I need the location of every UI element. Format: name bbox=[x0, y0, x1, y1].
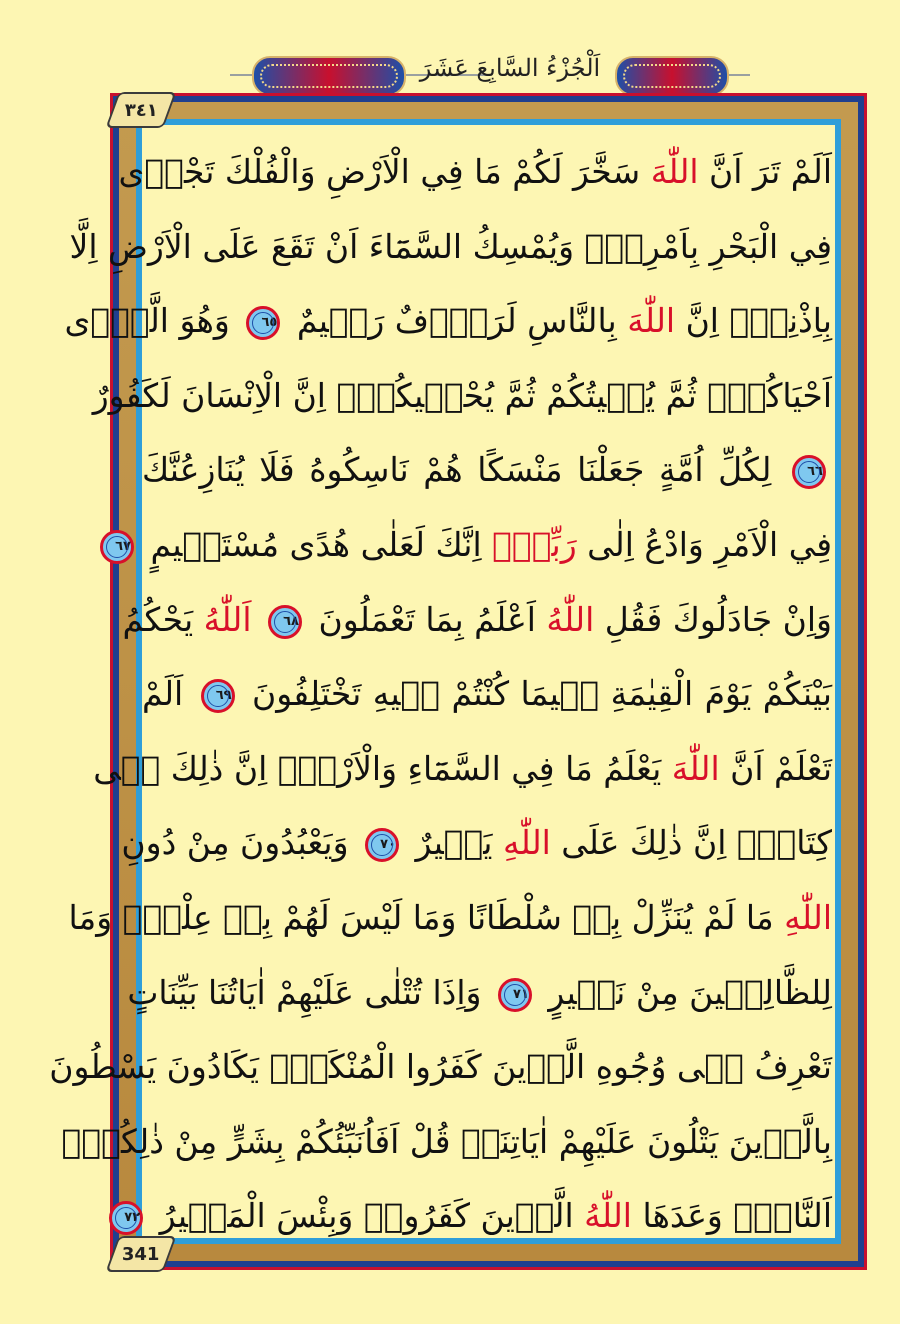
divine-name: رَبِّكَۜ bbox=[492, 524, 577, 564]
verse-line bbox=[124, 1179, 832, 1254]
verse-text: بِالنَّاسِ لَرَؤُ۫فٌ رَحٖيمٌ bbox=[286, 301, 628, 341]
verse-text: اَعْلَمُ بِمَا تَعْمَلُونَ bbox=[308, 599, 547, 639]
ayah-marker: ٦٦ bbox=[792, 455, 826, 489]
divine-name: اللّٰهُ bbox=[546, 599, 595, 639]
ayah-marker: ٦٩ bbox=[201, 679, 235, 713]
verse-text: لِكُلِّ اُمَّةٍ جَعَلْنَا مَنْسَكًا هُمْ نَاسِكُوهُ فَلَا يُنَازِعُنَّكَ bbox=[142, 450, 786, 490]
verse-text: فِي الْبَحْرِ بِاَمْرِهٖۜ وَيُمْسِكُ السَّمَٓاءَ اَنْ تَقَعَ عَلَى الْاَرْضِ اِلَّا bbox=[69, 226, 832, 266]
verse-text: وَهُوَ الَّذٖٓى bbox=[64, 301, 241, 341]
verse-line bbox=[115, 508, 832, 583]
verse-text bbox=[252, 600, 263, 639]
header-ornament-right bbox=[615, 56, 729, 96]
verse-text: سَخَّرَ لَكُمْ مَا فِي الْاَرْضِ وَالْفُلْكَ تَجْرٖى bbox=[118, 152, 651, 191]
verse-line bbox=[93, 732, 832, 807]
verse-text: اِنَّكَ لَعَلٰى هُدًى مُسْتَقٖيمٍ bbox=[139, 524, 493, 564]
verse-text: كِتَابٍۜ اِنَّ ذٰلِكَ عَلَى bbox=[550, 823, 832, 863]
verse-text: اَحْيَاكُمْۘ ثُمَّ يُمٖيتُكُمْ ثُمَّ يُحْيٖيكُمْۜ اِنَّ الْاِنْسَانَ لَكَفُورٌ bbox=[92, 375, 832, 415]
divine-name: اللّٰهَ bbox=[650, 152, 699, 191]
verse-text: مَا لَمْ يُنَزِّلْ بِهٖ سُلْطَانًا وَمَا لَيْسَ لَهُمْ بِهٖ عِلْمٌۜ وَمَا bbox=[68, 897, 785, 937]
verse-text: وَاِذَا تُتْلٰى عَلَيْهِمْ اٰيَاتُنَا بَيِّنَاتٍ bbox=[127, 972, 492, 1012]
verse-line bbox=[142, 657, 832, 732]
verse-text: اَلَمْ تَرَ اَنَّ bbox=[698, 152, 832, 191]
ayah-marker: ٦٨ bbox=[268, 605, 302, 639]
header-ornament-left bbox=[252, 56, 406, 96]
verse-line bbox=[118, 135, 832, 210]
ayah-marker: ٦٥ bbox=[246, 306, 280, 340]
page-number-bottom-label: 341 bbox=[122, 1243, 160, 1265]
verse-text: وَاِنْ جَادَلُوكَ فَقُلِ bbox=[594, 599, 832, 639]
verse-line bbox=[49, 1030, 832, 1105]
verse-text: بَيْنَكُمْ يَوْمَ الْقِيٰمَةِ فٖيمَا كُنْتُمْ فٖيهِ تَخْتَلِفُونَ bbox=[240, 674, 832, 714]
page-number-top-label: ٣٤١ bbox=[124, 99, 158, 121]
verse-line bbox=[64, 284, 832, 359]
verse-text: يَعْلَمُ مَا فِي السَّمَٓاءِ وَالْاَرْضِۜ اِنَّ ذٰلِكَ فٖى bbox=[93, 748, 672, 788]
verse-line bbox=[69, 210, 832, 285]
ayah-marker: ٦٧ bbox=[100, 530, 134, 564]
verse-text: بِالَّذٖينَ يَتْلُونَ عَلَيْهِمْ اٰيَاتِنَاۜ قُلْ اَفَاُنَبِّئُكُمْ بِشَرٍّ مِنْ ذٰلِكُمْۜ bbox=[61, 1121, 832, 1161]
verse-text: يَسٖيرٌ bbox=[405, 823, 503, 863]
verse-text: لِلظَّالِمٖينَ مِنْ نَصٖيرٍ bbox=[537, 972, 832, 1012]
divine-name: اَللّٰهُ bbox=[203, 599, 252, 639]
verse-text: بِاِذْنِهٖۜ اِنَّ bbox=[675, 301, 832, 341]
verse-line bbox=[122, 583, 832, 658]
divine-name: اللّٰهُ bbox=[584, 1196, 632, 1236]
verse-line bbox=[121, 806, 832, 881]
verse-text: تَعْلَمْ اَنَّ bbox=[719, 748, 832, 788]
divine-name: اللّٰهِ bbox=[784, 897, 832, 937]
verse-text: اَلنَّارُۜ وَعَدَهَا bbox=[631, 1196, 832, 1236]
divine-name: اللّٰهَ bbox=[671, 748, 720, 788]
divine-name: اللّٰهَ bbox=[627, 301, 676, 341]
verse-line bbox=[68, 881, 832, 956]
verse-text: وَيَعْبُدُونَ مِنْ دُونِ bbox=[121, 823, 360, 863]
verse-text: فِي الْاَمْرِ وَادْعُ اِلٰى bbox=[576, 524, 832, 564]
verse-line bbox=[127, 956, 832, 1031]
verse-line bbox=[61, 1105, 832, 1180]
ayah-marker: ٧١ bbox=[498, 978, 532, 1012]
ayah-marker: ٧٢ bbox=[109, 1201, 143, 1235]
verse-text: اَلَمْ bbox=[142, 674, 195, 714]
ayah-marker: ٧٠ bbox=[365, 828, 399, 862]
verse-text: الَّذٖينَ كَفَرُواۜ وَبِئْسَ الْمَصٖيرُ bbox=[149, 1196, 585, 1236]
divine-name: اللّٰهِ bbox=[502, 823, 551, 863]
verse-line bbox=[92, 359, 832, 434]
juz-title: اَلْجُزْءُ السَّابِعَ عَشَرَ bbox=[419, 54, 601, 82]
verse-text: تَعْرِفُ فٖى وُجُوهِ الَّذٖينَ كَفَرُوا الْمُنْكَرَۜ يَكَادُونَ يَسْطُونَ bbox=[49, 1047, 832, 1087]
verse-line bbox=[142, 433, 832, 508]
verse-text: يَحْكُمُ bbox=[122, 599, 204, 639]
